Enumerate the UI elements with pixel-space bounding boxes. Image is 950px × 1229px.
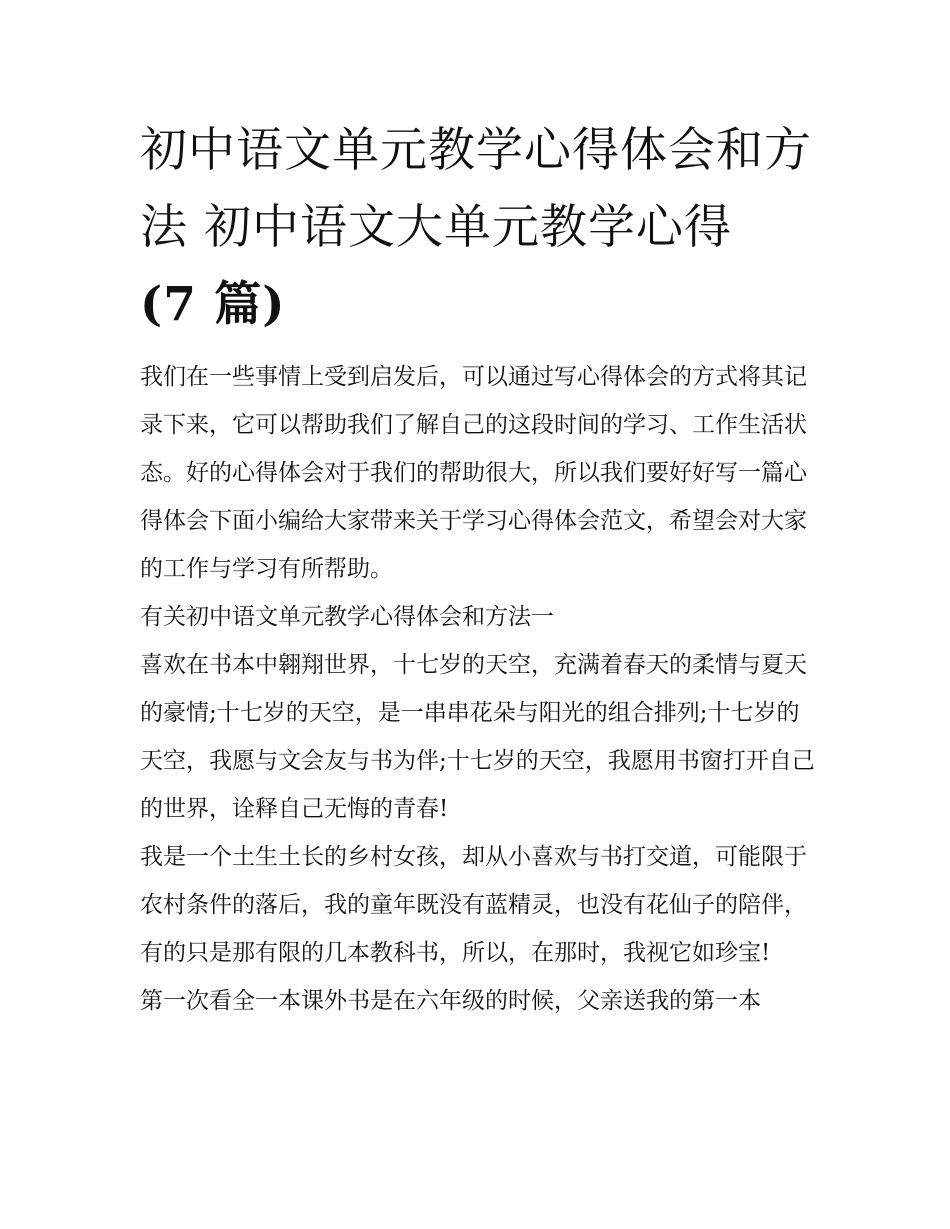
body-paragraph: 第一次看全一本课外书是在六年级的时候，父亲送我的第一本 (140, 988, 761, 1014)
body-paragraph: 我是一个土生土长的乡村女孩，却从小喜欢与书打交道，可能限于农村条件的落后，我的童年既没有蓝精灵，也没有花仙子的陪伴，有的只是那有限的几本教科书，所以，在那时，我视它如珍宝! (140, 844, 807, 966)
document-title (140, 112, 820, 343)
document-body (140, 353, 820, 1025)
body-paragraph: 喜欢在书本中翱翔世界，十七岁的天空，充满着春天的柔情与夏天的豪情;十七岁的天空，是一串串花朵与阳光的组合排列;十七岁的天空，我愿与文会友与书为伴;十七岁的天空，我愿用书窗打开自己的世界，诠释自己无悔的青春! (140, 652, 815, 822)
title-tail: (7 篇) (140, 277, 286, 332)
intro-paragraph: 我们在一些事情上受到启发后，可以通过写心得体会的方式将其记录下来，它可以帮助我们了解自己的这段时间的学习、工作生活状态。好的心得体会对于我们的帮助很大，所以我们要好好写一篇心得体会下面小编给大家带来关于学习心得体会范文，希望会对大家的工作与学习有所帮助。 (140, 364, 807, 582)
document-content (140, 112, 820, 1025)
title-main: 初中语文单元教学心得体会和方法 初中语文大单元教学心得 (140, 123, 812, 255)
section-heading: 有关初中语文单元教学心得体会和方法一 (140, 604, 554, 630)
